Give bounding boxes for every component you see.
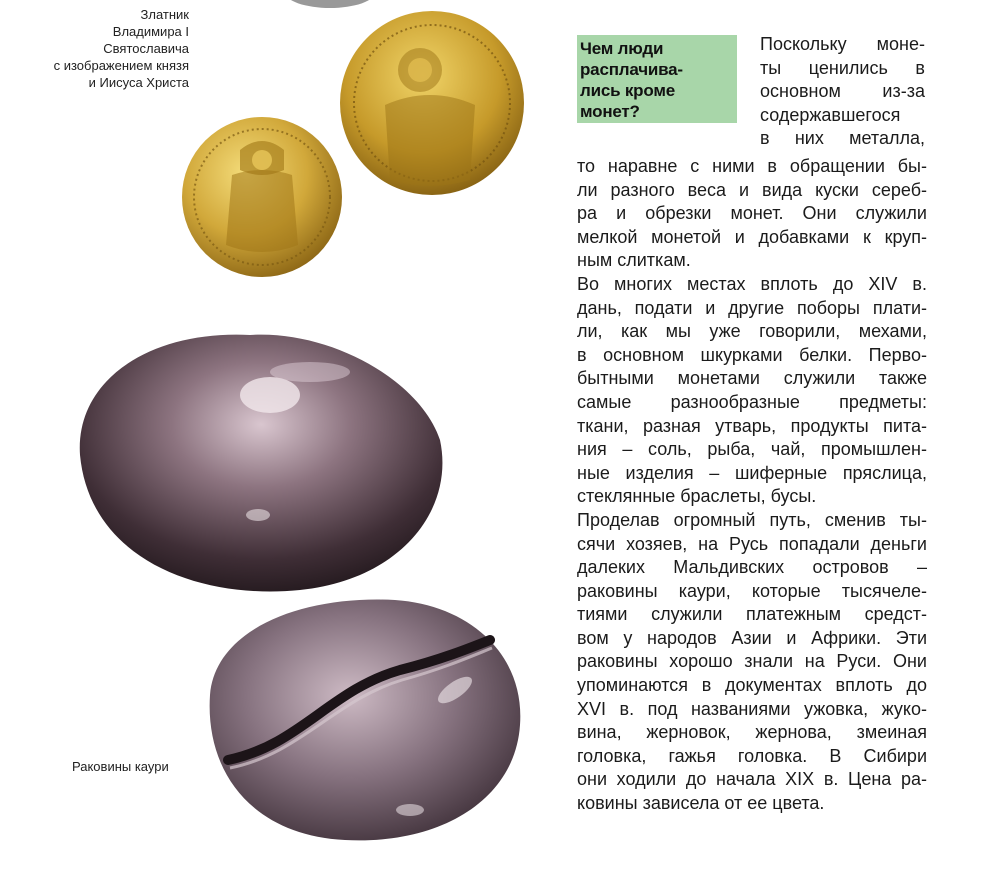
text-line: в основном шкурками белки. Перво- — [577, 344, 927, 365]
coins-caption-line: Златник — [140, 7, 189, 22]
text-line: сячи хозяев, на Русь попадали деньги — [577, 533, 927, 554]
text-line: раковины каури, которые тысячеле- — [577, 580, 927, 601]
text-line: стеклянные браслеты, бусы. — [577, 486, 817, 507]
text-line: вина, жерновок, жернова, змеиная — [577, 722, 927, 743]
text-line: Поскольку моне- — [760, 34, 925, 54]
text-line: головка, гажья головка. В Сибири — [577, 745, 927, 766]
coins-caption-line: и Иисуса Христа — [88, 75, 189, 90]
text-line: в них металла, — [760, 128, 925, 149]
zlatnik-coin-right — [340, 11, 524, 195]
cowrie-shell-top — [80, 335, 443, 592]
text-line: ным слиткам. — [577, 250, 691, 271]
text-line: бытными монетами служили также — [577, 368, 927, 389]
text-line: мелкой монетой и добавками к круп- — [577, 226, 927, 247]
text-line: самые разнообразные предметы: — [577, 391, 927, 412]
text-line: ли разного веса и вида куски сереб- — [577, 179, 927, 200]
text-line: ли, как мы уже говорили, мехами, — [577, 321, 927, 342]
text-line: ния – соль, рыба, чай, промышлен- — [577, 439, 927, 460]
text-line: тиями служили платежным средст- — [577, 604, 927, 625]
text-line: Проделав огромный путь, сменив ты- — [577, 509, 927, 530]
coins-caption-line: Владимира I — [112, 24, 189, 39]
coins-caption — [0, 6, 189, 91]
text-line: дань, подати и другие поборы плати- — [577, 297, 927, 318]
text-line: упоминаются в документах вплоть до — [577, 675, 927, 696]
text-top-column — [760, 33, 925, 151]
section-heading — [577, 35, 737, 123]
heading-line: Чем люди — [580, 39, 664, 58]
text-line: вом у народов Азии и Африки. Эти — [577, 627, 927, 648]
text-main-column — [577, 155, 927, 816]
cowrie-shell-bottom — [210, 600, 521, 841]
zlatnik-coin-left — [182, 117, 342, 277]
text-line: раковины хорошо знали на Руси. Они — [577, 651, 927, 672]
text-line: далеких Мальдивских островов – — [577, 557, 927, 578]
heading-line: лись кроме — [580, 81, 675, 100]
coins-caption-line: Святославича — [103, 41, 189, 56]
heading-line: расплачива- — [580, 60, 683, 79]
text-line: ты ценились в — [760, 57, 925, 78]
text-line: ткани, разная утварь, продукты пита- — [577, 415, 927, 436]
text-line: то наравне с ними в обращении бы- — [577, 156, 927, 176]
text-line: содержавшегося — [760, 104, 901, 125]
heading-line: монет? — [580, 102, 640, 121]
text-line: они ходили до начала XIX в. Цена ра- — [577, 769, 927, 790]
text-line: ные изделия – шиферные пряслица, — [577, 462, 927, 483]
text-line: XVI в. под названиями ужовка, жуко- — [577, 698, 927, 719]
coins-caption-line: с изображением князя — [53, 58, 189, 73]
text-line: ковины зависела от ее цвета. — [577, 793, 825, 814]
text-line: основном из-за — [760, 81, 925, 102]
partial-coin — [285, 0, 375, 8]
text-line: ра и обрезки монет. Они служили — [577, 203, 927, 224]
text-line: Во многих местах вплоть до XIV в. — [577, 273, 927, 294]
shells-caption: Раковины каури — [72, 759, 169, 774]
